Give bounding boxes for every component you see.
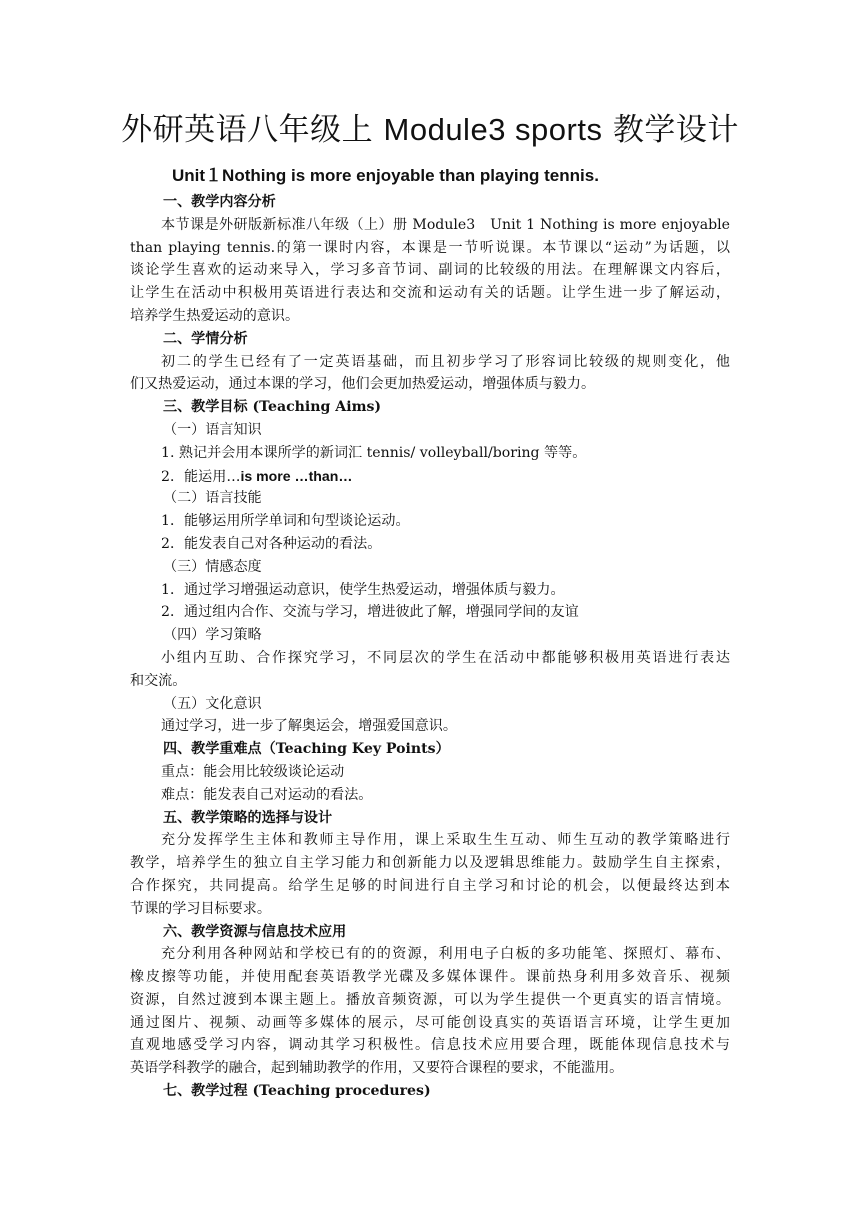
- section-heading: 四、教学重难点（Teaching Key Points）: [163, 741, 450, 758]
- paragraph-line: 让学生在活动中积极用英语进行表达和交流和运动有关的话题。让学生进一步了解运动，: [130, 285, 730, 302]
- paragraph-line: 橡皮擦等功能，并使用配套英语教学光碟及多媒体课件。课前热身利用多效音乐、视频: [130, 969, 730, 986]
- list-item: 2．能发表自己对各种运动的看法。: [161, 535, 382, 552]
- list-item: 2．通过组内合作、交流与学习，增进彼此了解，增强同学间的友谊: [161, 604, 579, 621]
- paragraph-line: 小组内互助、合作探究学习，不同层次的学生在活动中都能够积极用英语进行表达: [161, 649, 730, 666]
- list-item-bold-text: is more …than…: [240, 467, 353, 484]
- paragraph-line: 直观地感受学习内容，调动其学习积极性。信息技术应用要合理，既能体现信息技术与: [130, 1037, 730, 1054]
- paragraph-line: 通过学习，进一步了解奥运会，增强爱国意识。: [161, 718, 457, 735]
- paragraph-line: 们又热爱运动，通过本课的学习，他们会更加热爱运动，增强体质与毅力。: [130, 376, 596, 393]
- section-heading: 七、教学过程 (Teaching procedures): [163, 1083, 431, 1100]
- paragraph-line: 英语学科教学的融合，起到辅助教学的作用，又要符合课程的要求，不能滥用。: [130, 1060, 624, 1077]
- subsection-heading: （一）语言知识: [163, 421, 262, 438]
- document-body: [130, 191, 730, 1103]
- paragraph-line: 教学，培养学生的独立自主学习能力和创新能力以及逻辑思维能力。鼓励学生自主探索，: [130, 855, 730, 872]
- subsection-heading: （二）语言技能: [163, 490, 262, 507]
- paragraph-line: than playing tennis.的第一课时内容，本课是一节听说课。本节课以“运动”为话题，以: [130, 239, 730, 256]
- list-item-text: 2．能运用…: [161, 468, 241, 485]
- title-en-part: Module3 sports: [383, 112, 603, 147]
- document-subtitle: Unit１Nothing is more enjoyable than playing tennis.: [172, 166, 599, 185]
- paragraph-line: 难点：能发表自己对运动的看法。: [161, 786, 373, 803]
- section-heading: 一、教学内容分析: [163, 194, 276, 210]
- section-heading: 六、教学资源与信息技术应用: [163, 923, 347, 940]
- title-cn-part-2: 教学设计: [612, 112, 739, 148]
- paragraph-line: 和交流。: [130, 672, 187, 689]
- paragraph-line: 初二的学生已经有了一定英语基础，而且初步学习了形容词比较级的规则变化，他: [161, 353, 730, 370]
- paragraph-line: 合作探究，共同提高。给学生足够的时间进行自主学习和讨论的机会，以便最终达到本: [130, 877, 730, 894]
- subsection-heading: （四）学习策略: [163, 627, 262, 644]
- paragraph-line: 谈论学生喜欢的运动来导入，学习多音节词、副词的比较级的用法。在理解课文内容后，: [130, 262, 730, 279]
- title-cn-part: 外研英语八年级上: [121, 112, 374, 148]
- list-item: 1．通过学习增强运动意识，使学生热爱运动，增强体质与毅力。: [161, 581, 565, 598]
- paragraph-line: 资源，自然过渡到本课主题上。播放音频资源，可以为学生提供一个更真实的语言情境。: [130, 991, 730, 1008]
- subsection-heading: （三）情感态度: [163, 558, 262, 575]
- list-item: 1. 熟记并会用本课所学的新词汇 tennis/ volleyball/boring 等等。: [161, 444, 587, 461]
- paragraph-line: 本节课是外研版新标准八年级（上）册 Module3 Unit 1 Nothing is more enjoyable: [161, 216, 730, 233]
- subsection-heading: （五）文化意识: [163, 695, 262, 712]
- paragraph-line: 培养学生热爱运动的意识。: [130, 307, 300, 324]
- section-heading: 三、教学目标 (Teaching Aims): [163, 399, 382, 416]
- paragraph-line: 节课的学习目标要求。: [130, 900, 271, 917]
- section-heading: 二、学情分析: [163, 330, 248, 347]
- list-item: 1．能够运用所学单词和句型谈论运动。: [161, 513, 410, 530]
- paragraph-line: 充分利用各种网站和学校已有的的资源，利用电子白板的多功能笔、探照灯、幕布、: [161, 946, 730, 963]
- paragraph-line: 重点：能会用比较级谈论运动: [161, 763, 345, 780]
- section-heading: 五、教学策略的选择与设计: [163, 809, 333, 826]
- paragraph-line: 充分发挥学生主体和教师主导作用，课上采取生生互动、师生互动的教学策略进行: [161, 832, 730, 849]
- paragraph-line: 通过图片、视频、动画等多媒体的展示，尽可能创设真实的英语语言环境，让学生更加: [130, 1014, 730, 1031]
- document-title: [0, 104, 860, 149]
- list-item: [130, 465, 730, 488]
